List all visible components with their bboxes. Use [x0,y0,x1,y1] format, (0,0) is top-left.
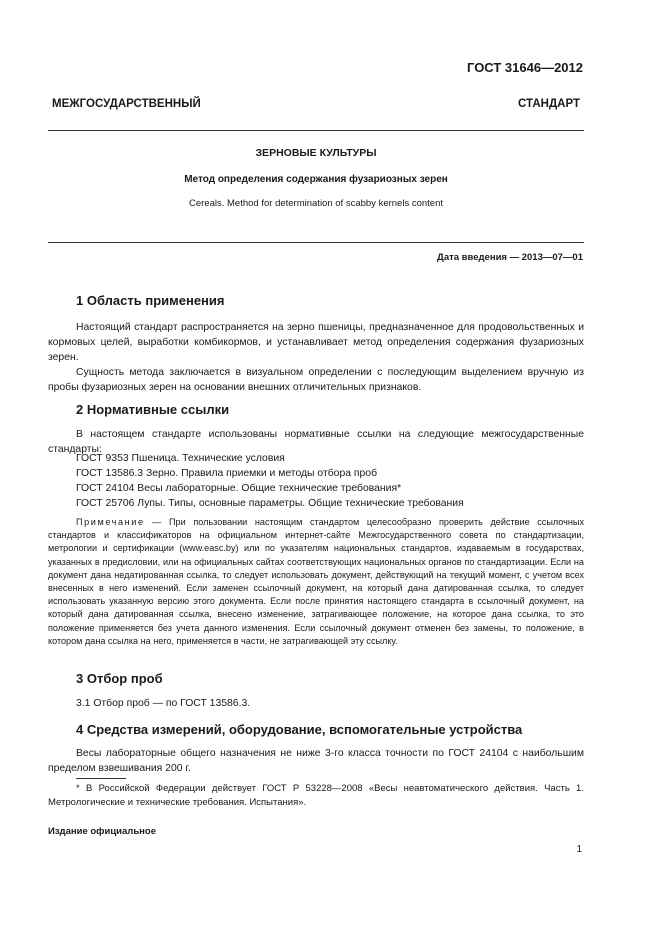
note-text: — При пользовании настоящим стандартом целесообразно проверить действие ссылочных стандартов и классификаторов на официальном интернет-сайте Межгосударственного совета по стандартизации, метрологии и сертификации (www.easc.by) или по указателям национальных стандартов, издаваемым в государствах, указанных в предисловии, или на официальных сайтах соответствующих национальных органов по стандартизации. Если на документ дана недатированная ссылка, то следует использовать документ, действующий на текущий момент, с учетом всех внесенных в него изменений. Если заменен ссылочный документ, на который дана датированная ссылка, то следует использовать указанную версию этого документа. Если после принятия настоящего стандарта в ссылочный документ, на который дана датированная ссылка, внесено изменение, затрагивающее положение, на которое дана ссылка, то это положение применяется без учета данного изменения. Если ссылочный документ отменен без замены, то положение, в котором дана ссылка на него, применяется в части, не затрагивающей эту ссылку. [48,517,584,646]
section-4-heading: 4 Средства измерений, оборудование, вспомогательные устройства [76,722,523,737]
title-top-rule [48,130,584,131]
section-3-heading: 3 Отбор проб [76,671,163,686]
section-1-paragraph-1-text: Настоящий стандарт распространяется на зерно пшеницы, предназначенное для продовольственных и кормовых целей, выработки комбикормов, и устанавливает метод определения содержания фузариозных зерен. [48,322,584,363]
section-2-note [48,516,584,648]
edition-label: Издание официальное [48,826,156,837]
section-1-heading: 1 Область применения [76,293,225,308]
document-english-title: Cereals. Method for determination of scabby kernels content [189,198,443,209]
section-1-paragraph-1 [48,320,584,365]
section-2-intro: В настоящем стандарте использованы нормативные ссылки на следующие межгосударственные стандарты: [48,429,584,455]
footnote-separator [76,778,126,779]
introduction-date: Дата введения — 2013—07—01 [437,252,583,263]
page-number: 1 [576,844,582,855]
document-title: ЗЕРНОВЫЕ КУЛЬТУРЫ [255,147,377,159]
interstate-standard-heading: МЕЖГОСУДАРСТВЕННЫЙ СТАНДАРТ [52,98,580,110]
document-subtitle: Метод определения содержания фузариозных зерен [184,174,448,185]
reference-item: ГОСТ 25706 Лупы. Типы, основные параметры. Общие технические требования [76,498,464,509]
standard-code: ГОСТ 31646—2012 [467,60,583,75]
reference-item: ГОСТ 24104 Весы лабораторные. Общие технические требования* [76,483,402,494]
footnote: * В Российской Федерации действует ГОСТ Р 53228—2008 «Весы неавтоматического действия. Часть 1. Метрологические и технические требования. Испытания». [48,783,584,808]
section-2-heading: 2 Нормативные ссылки [76,402,230,417]
reference-item: ГОСТ 9353 Пшеница. Технические условия [76,453,285,464]
note-label: Примечание [76,517,145,527]
section-1-paragraph-2: Сущность метода заключается в визуальном определении с последующим выделением вручную из пробы фузариозных зерен на основании внешних отличительных признаков. [48,367,584,393]
reference-item: ГОСТ 13586.3 Зерно. Правила приемки и методы отбора проб [76,468,378,479]
section-3-paragraph-1: 3.1 Отбор проб — по ГОСТ 13586.3. [76,698,251,709]
title-bottom-rule [48,242,584,243]
section-4-paragraph-1: Весы лабораторные общего назначения не ниже 3-го класса точности по ГОСТ 24104 с наибольшим пределом взвешивания 200 г. [48,748,584,774]
